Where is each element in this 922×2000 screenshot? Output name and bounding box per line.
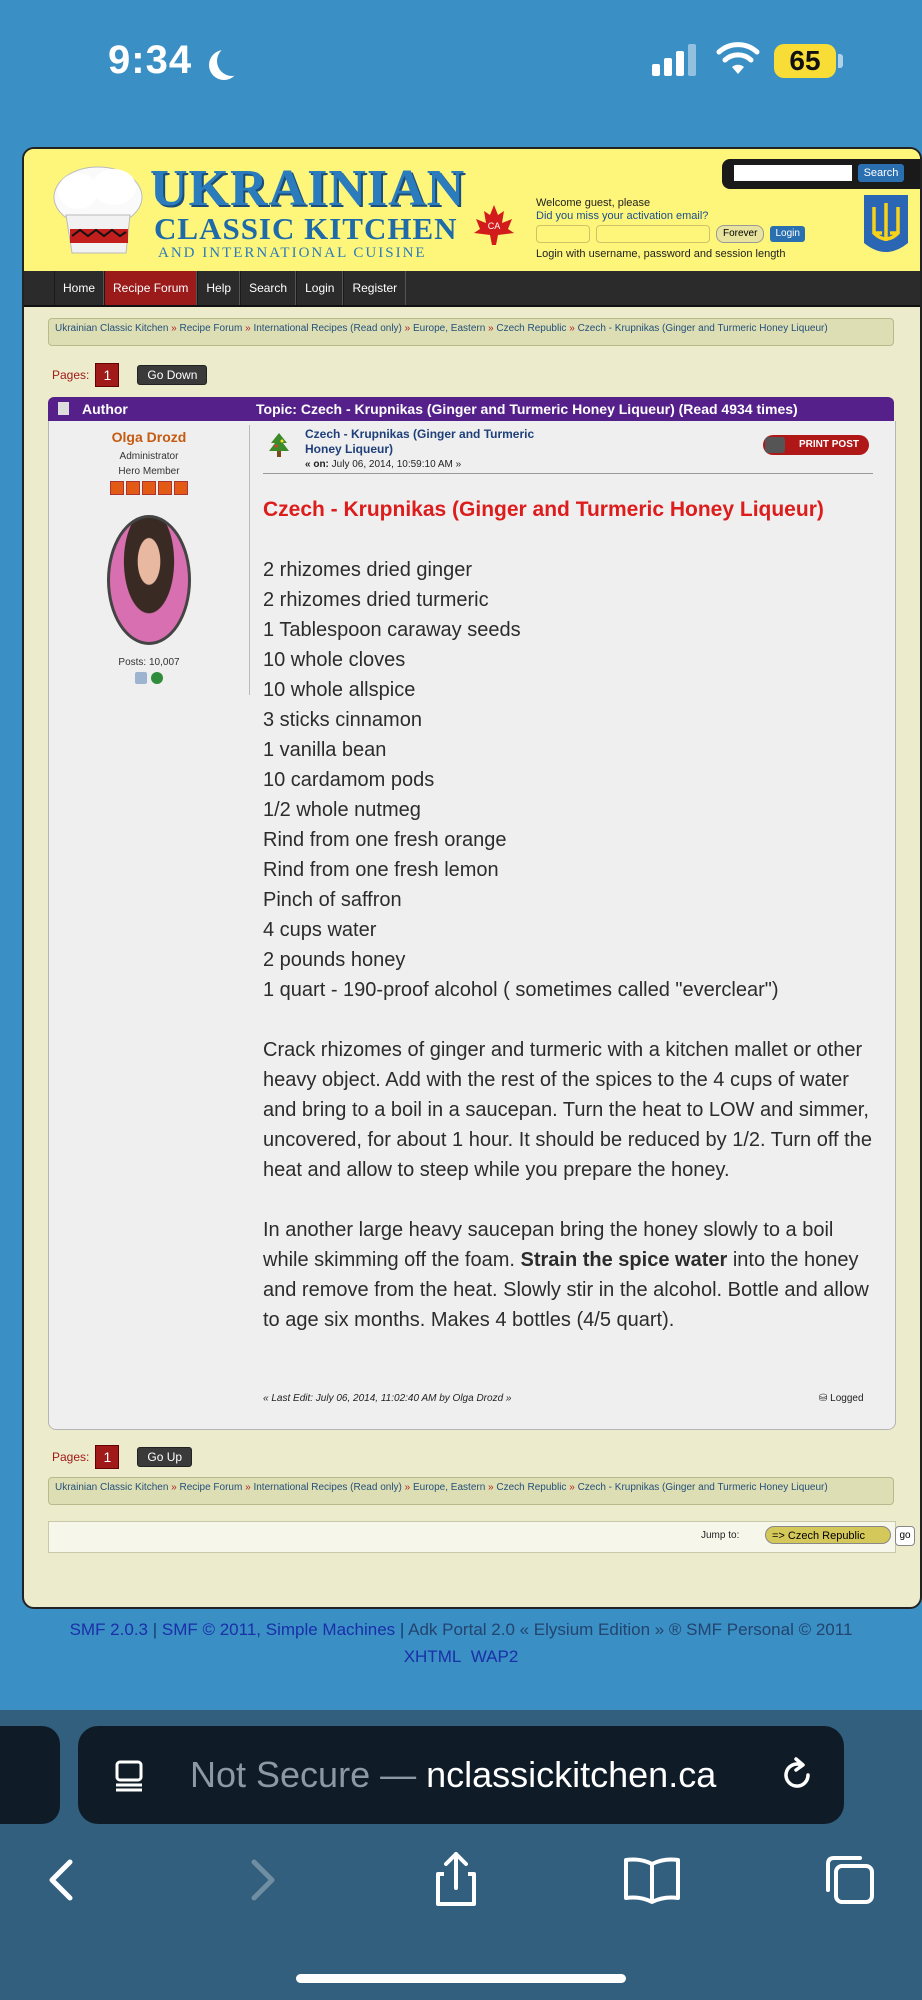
breadcrumb-item[interactable]: Recipe Forum <box>179 1482 243 1493</box>
topic-icon <box>58 402 69 415</box>
post-date: « on: July 06, 2014, 10:59:10 AM » <box>305 459 462 470</box>
breadcrumb-bottom: Ukrainian Classic Kitchen » Recipe Forum » International Recipes (Read only) » Europe, Eastern » Czech Republic » Czech - Krupnikas (Ginger and Turmeric Honey Liqueur) <box>48 1477 894 1505</box>
page-number[interactable]: 1 <box>95 363 119 387</box>
ingredient: Rind from one fresh orange <box>263 829 507 851</box>
jump-to-bar <box>48 1521 911 1553</box>
forward-icon[interactable] <box>232 1850 292 1910</box>
breadcrumb-item[interactable]: Czech - Krupnikas (Ginger and Turmeric Honey Liqueur) <box>577 1482 828 1493</box>
nav-help[interactable]: Help <box>197 271 240 305</box>
ingredient: 1 quart - 190-proof alcohol ( sometimes called "everclear") <box>263 979 779 1001</box>
ingredient: Pinch of saffron <box>263 889 402 911</box>
tabs-icon[interactable] <box>820 1850 880 1910</box>
pages-label: Pages: <box>52 368 90 382</box>
post <box>48 421 896 1430</box>
go-up-button[interactable]: Go Up <box>137 1447 192 1467</box>
ingredient: 1 Tablespoon caraway seeds <box>263 619 521 641</box>
xhtml-link[interactable]: XHTML <box>403 1647 462 1666</box>
status-time: 9:34 <box>108 38 193 82</box>
page-menu-icon[interactable] <box>114 1760 144 1792</box>
go-down-button[interactable]: Go Down <box>137 365 207 385</box>
divider <box>249 425 250 695</box>
post-subject-link[interactable]: Czech - Krupnikas (Ginger and Turmeric Honey Liqueur) <box>305 427 535 456</box>
profile-icon[interactable] <box>135 672 147 684</box>
wifi-icon <box>716 42 760 76</box>
nav-search[interactable]: Search <box>240 271 296 305</box>
previous-tab-preview[interactable] <box>0 1726 60 1824</box>
nav-recipe-forum[interactable]: Recipe Forum <box>104 271 197 305</box>
ingredient: 1 vanilla bean <box>263 739 387 761</box>
ingredient: 2 pounds honey <box>263 949 406 971</box>
reload-icon[interactable] <box>778 1756 816 1794</box>
cellular-signal-icon <box>652 44 696 76</box>
forum-page <box>22 147 922 1609</box>
logo-tagline: AND INTERNATIONAL CUISINE <box>158 245 427 261</box>
welcome-guest: Welcome guest, please <box>536 197 651 209</box>
ingredient: 10 whole cloves <box>263 649 406 671</box>
breadcrumb-item[interactable]: Recipe Forum <box>179 323 243 334</box>
share-icon[interactable] <box>426 1850 486 1910</box>
ukraine-trident-icon <box>862 193 910 261</box>
ingredient: 10 cardamom pods <box>263 769 435 791</box>
recipe-title: Czech - Krupnikas (Ginger and Turmeric Honey Liqueur) <box>263 498 824 521</box>
ingredient: 3 sticks cinnamon <box>263 709 422 731</box>
login-form <box>536 225 805 243</box>
poster-name[interactable]: Olga Drozd <box>111 429 187 445</box>
pager-bottom <box>52 1445 192 1469</box>
maple-badge-text: CA <box>487 221 501 231</box>
logo-title: UKRAINIAN <box>150 160 466 217</box>
login-button[interactable]: Login <box>770 226 804 242</box>
breadcrumb-item[interactable]: International Recipes (Read only) <box>253 1482 402 1493</box>
ingredient: 4 cups water <box>263 919 377 941</box>
ingredient: 10 whole allspice <box>263 679 416 701</box>
welcome-text <box>536 197 708 223</box>
breadcrumb-item[interactable]: International Recipes (Read only) <box>253 323 402 334</box>
nav-home[interactable]: Home <box>54 271 104 305</box>
status-bar <box>0 0 922 130</box>
login-hint: Login with username, password and session length <box>536 248 786 260</box>
jump-go-button[interactable]: go <box>895 1526 915 1546</box>
main-nav <box>24 271 920 307</box>
nav-login[interactable]: Login <box>296 271 343 305</box>
poster-rank: Hero Member <box>118 466 180 477</box>
ip-logged-icon: ⛁ <box>819 1393 828 1404</box>
battery-icon <box>838 54 843 68</box>
address-bar[interactable] <box>78 1726 844 1824</box>
chef-hat-icon <box>48 163 148 261</box>
logged-status: ⛁ Logged <box>819 1393 864 1404</box>
breadcrumb-item[interactable]: Czech Republic <box>496 1482 567 1493</box>
bookmarks-icon[interactable] <box>622 1850 682 1910</box>
ingredient-list <box>263 555 875 1005</box>
battery-level: 65 <box>774 44 836 78</box>
session-length-select[interactable]: Forever <box>716 225 764 243</box>
breadcrumb-item[interactable]: Europe, Eastern <box>413 323 486 334</box>
website-globe-icon[interactable] <box>151 672 163 684</box>
search-bar <box>722 159 922 189</box>
breadcrumb: Ukrainian Classic Kitchen » Recipe Forum » International Recipes (Read only) » Europe, Eastern » Czech Republic » Czech - Krupnikas (Ginger and Turmeric Honey Liqueur) <box>48 318 894 346</box>
jump-to-select[interactable]: => Czech Republic <box>765 1526 891 1544</box>
browser-toolbar <box>0 1710 922 2000</box>
breadcrumb-item[interactable]: Czech Republic <box>496 323 567 334</box>
poster-role: Administrator <box>119 451 179 462</box>
instructions-paragraph: Crack rhizomes of ginger and turmeric with a kitchen mallet or other heavy object. Add with the rest of the spices to the 4 cups of water and bring to a boil in a saucepan. Turn the heat to LOW and simmer, uncovered, for about 1 hour. It should be reduced by 1/2. Turn off the heat and allow to steep while you prepare the honey. <box>263 1039 872 1181</box>
password-field[interactable] <box>596 225 710 243</box>
url-display[interactable]: Not Secure — nclassickitchen.ca <box>190 1754 717 1795</box>
avatar <box>107 515 191 645</box>
topic-title: Topic: Czech - Krupnikas (Ginger and Turmeric Honey Liqueur) (Read 4934 times) <box>256 401 798 417</box>
ingredient: 2 rhizomes dried ginger <box>263 559 472 581</box>
last-edit-note: « Last Edit: July 06, 2014, 11:02:40 AM by Olga Drozd » <box>263 1393 512 1404</box>
logo-subtitle: CLASSIC KITCHEN <box>154 211 458 246</box>
ingredient: 1/2 whole nutmeg <box>263 799 421 821</box>
rank-stars <box>49 481 249 495</box>
home-indicator <box>296 1974 626 1983</box>
post-tree-icon <box>267 431 291 459</box>
ingredient: Rind from one fresh lemon <box>263 859 499 881</box>
author-column-label: Author <box>82 401 128 417</box>
smf-copyright-link[interactable]: SMF © 2011, Simple Machines <box>161 1620 396 1639</box>
pages-label: Pages: <box>52 1450 90 1464</box>
maple-leaf-icon <box>472 203 516 247</box>
username-field[interactable] <box>536 225 590 243</box>
poster-post-count: Posts: 10,007 <box>118 657 180 668</box>
topic-header-bar <box>48 397 894 421</box>
site-footer: SMF 2.0.3 | SMF © 2011, Simple Machines | Adk Portal 2.0 « Elysium Edition » ® SMF Personal © 2011 XHTML WAP2 <box>69 1620 853 1666</box>
adk-portal-text: Adk Portal 2.0 « Elysium Edition » ® SMF Personal © 2011 <box>408 1620 853 1639</box>
search-button[interactable]: Search <box>858 164 904 182</box>
nav-register[interactable]: Register <box>343 271 406 305</box>
site-header <box>24 149 920 273</box>
post-body <box>263 495 875 1335</box>
wap2-link[interactable]: WAP2 <box>470 1647 519 1666</box>
activation-email-link[interactable]: Did you miss your activation email? <box>536 210 709 222</box>
pager-top <box>52 363 207 387</box>
search-input[interactable] <box>734 165 852 181</box>
moon-icon <box>217 46 247 76</box>
smf-version-link[interactable]: SMF 2.0.3 <box>69 1620 148 1639</box>
breadcrumb-item[interactable]: Europe, Eastern <box>413 1482 486 1493</box>
print-post-button[interactable]: PRINT POST <box>763 435 869 455</box>
poster-info <box>49 421 249 684</box>
printer-icon <box>765 437 785 453</box>
breadcrumb-item[interactable]: Czech - Krupnikas (Ginger and Turmeric Honey Liqueur) <box>577 323 828 334</box>
breadcrumb-item[interactable]: Ukrainian Classic Kitchen <box>55 1482 169 1493</box>
back-icon[interactable] <box>32 1850 92 1910</box>
breadcrumb-item[interactable]: Ukrainian Classic Kitchen <box>55 323 169 334</box>
ingredient: 2 rhizomes dried turmeric <box>263 589 489 611</box>
post-header <box>263 425 873 474</box>
page-number[interactable]: 1 <box>95 1445 119 1469</box>
jump-to-label: Jump to: <box>701 1530 740 1541</box>
instructions-paragraph: In another large heavy saucepan bring the honey slowly to a boil while skimming off the foam. Strain the spice water into the honey and remove from the heat. Slowly stir in the alcohol. Bottle and allow to age six months. Makes 4 bottles (4/5 quart). <box>263 1219 869 1331</box>
